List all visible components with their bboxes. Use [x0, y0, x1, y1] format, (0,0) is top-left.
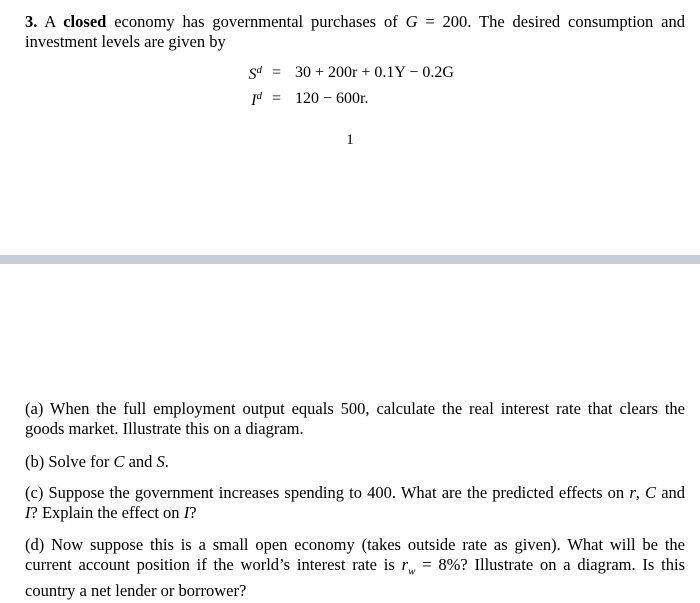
question-d: (d) Now suppose this is a small open economy (takes outside rate as given). What will be the current account position if the world’s interest rate is $r_w = 8\%$? Illustrate on a diagram. Is this country a net lender or borrower? [25, 535, 686, 601]
equation-rhs: 30 + 200r + 0.1Y − 0.2G [295, 64, 454, 81]
question-b: (b) Solve for C and S. [25, 452, 169, 471]
question-c: (c) Suppose the government increases spending to 400. What are the predicted effects on r, C and I? Explain the effect on I? [25, 483, 686, 522]
equation-rhs: 120 − 600r. [295, 90, 369, 107]
problem-g-value: = 200. The desired consumption and investment levels are given by [25, 12, 685, 51]
equation-lhs: $S^d$ [248, 64, 262, 83]
g-symbol: G [405, 12, 418, 31]
problem-number: 3. [25, 12, 38, 31]
problem-text-a: A [44, 12, 56, 31]
problem-keyword: closed [63, 12, 107, 31]
problem-statement [25, 12, 685, 52]
question-a: (a) When the full employment output equals 500, calculate the real interest rate that clears the goods market. Illustrate this on a diagram. [25, 399, 685, 438]
equals-sign: = [272, 90, 282, 107]
page-number: 1 [346, 132, 354, 148]
equals-sign: = [272, 64, 282, 81]
problem-text-b: economy has governmental purchases of [114, 12, 398, 31]
equation-lhs: $I^d$ [251, 90, 262, 109]
page-top [0, 0, 700, 255]
page-bottom [0, 264, 700, 603]
page-separator [0, 255, 700, 264]
